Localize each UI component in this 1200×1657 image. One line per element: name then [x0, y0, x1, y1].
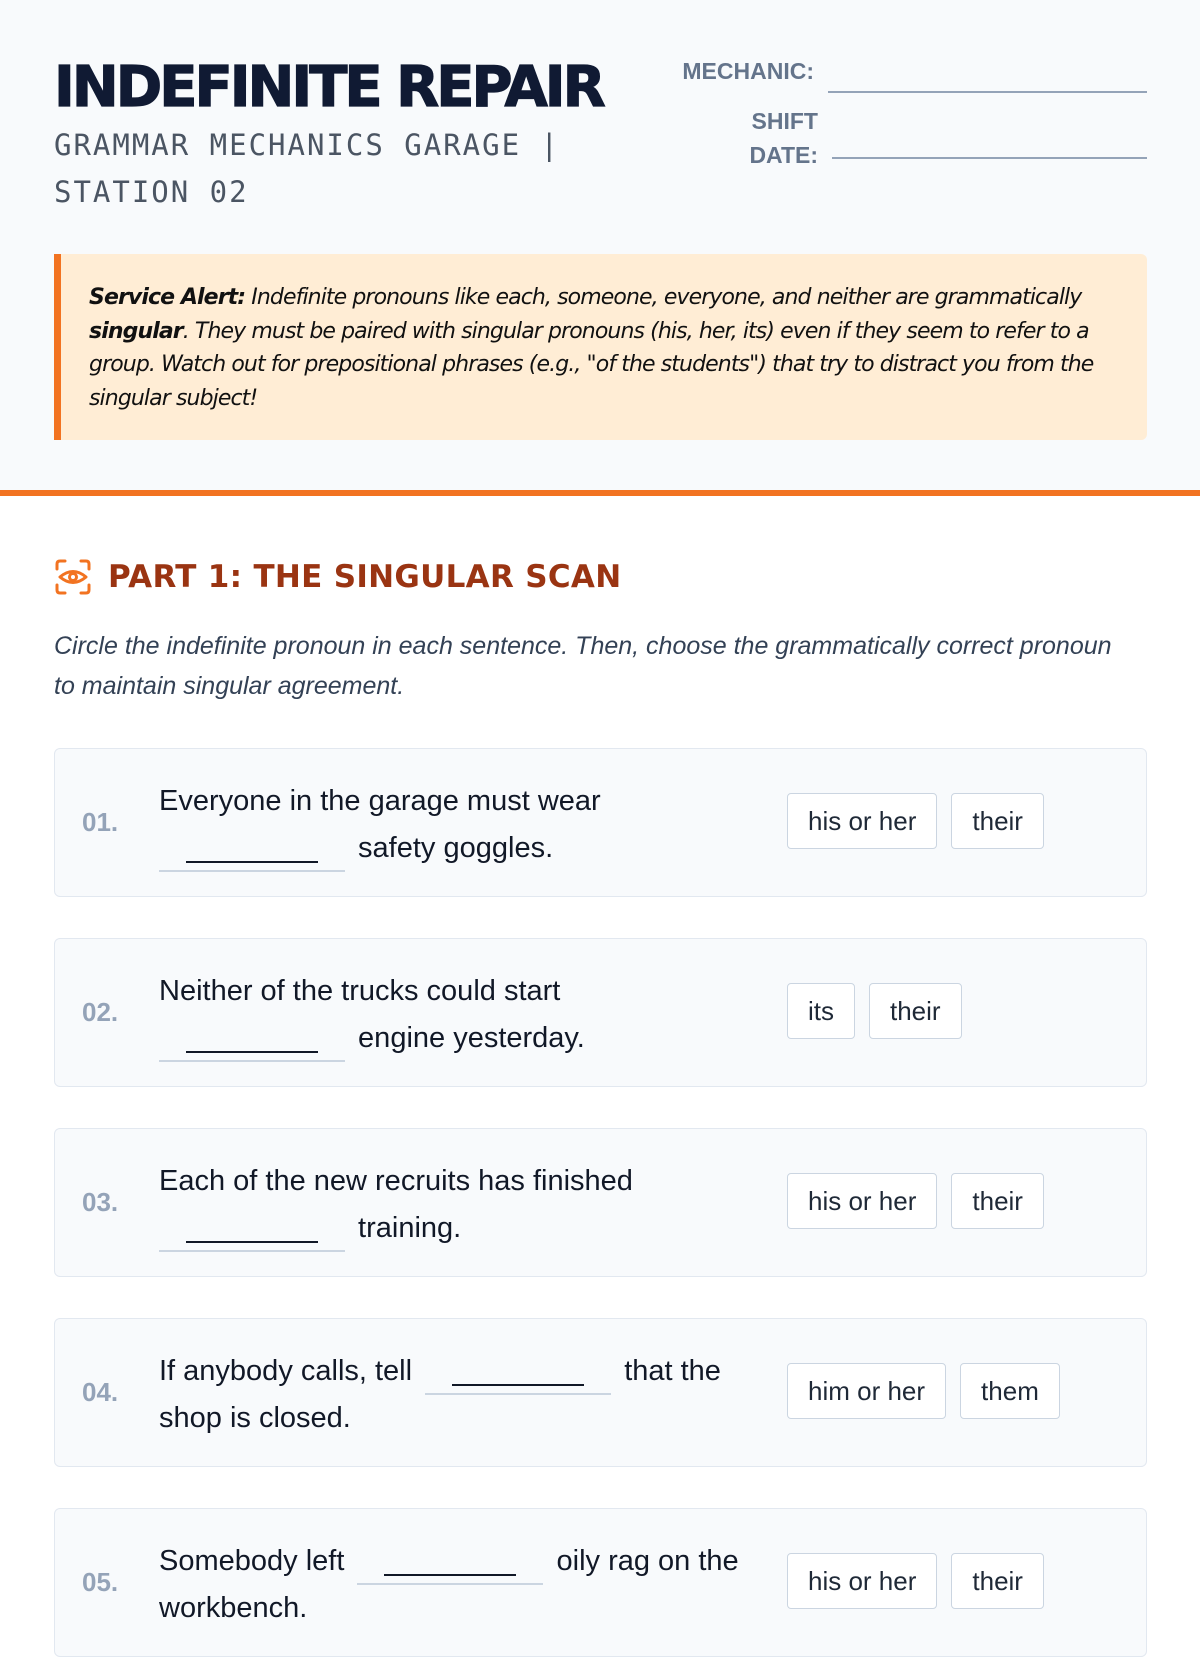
question-sentence — [159, 1348, 749, 1442]
answer-blank[interactable] — [159, 1018, 345, 1062]
choice-group — [787, 983, 962, 1039]
choice-button[interactable]: its — [787, 983, 855, 1039]
service-alert — [54, 254, 1147, 440]
page-subtitle: GRAMMAR MECHANICS GARAGE | STATION 02 — [54, 128, 560, 209]
alert-bold-word: singular — [89, 318, 183, 344]
question-card — [54, 748, 1147, 897]
choice-group — [787, 793, 1044, 849]
question-sentence — [159, 968, 749, 1062]
sentence-end: safety goggles. — [350, 832, 554, 864]
question-card — [54, 938, 1147, 1087]
alert-label: Service Alert: — [89, 285, 246, 310]
question-card — [54, 1128, 1147, 1277]
sentence-end: oily rag on the workbench. — [159, 1545, 739, 1624]
alert-text-after: . They must be paired with singular pronouns (his, her, its) even if they seem to refer to a group. Watch out for prepositional phrases (e.g., "of the students") that try to distract you from the singular subject! — [89, 318, 1094, 411]
answer-blank[interactable] — [159, 1208, 345, 1252]
choice-button[interactable]: their — [951, 1553, 1044, 1609]
question-sentence — [159, 778, 749, 872]
section-title: PART 1: THE SINGULAR SCAN — [108, 559, 622, 595]
choice-button[interactable]: his or her — [787, 1173, 937, 1229]
shift-label: SHIFT — [751, 108, 818, 134]
choice-group — [787, 1363, 1060, 1419]
mechanic-field[interactable] — [828, 91, 1147, 93]
sentence-start: Neither of the trucks could start — [159, 975, 561, 1007]
shift-date-field[interactable] — [832, 157, 1147, 159]
question-number: 03. — [82, 1187, 119, 1217]
choice-button[interactable]: their — [951, 1173, 1044, 1229]
page-title: INDEFINITE REPAIR — [54, 55, 603, 120]
choice-button[interactable]: his or her — [787, 793, 937, 849]
answer-blank[interactable] — [425, 1351, 611, 1395]
sentence-end: engine yesterday. — [350, 1022, 585, 1054]
answer-blank[interactable] — [159, 828, 345, 872]
sentence-start: Somebody left — [159, 1545, 345, 1577]
sentence-end: training. — [350, 1212, 462, 1244]
choice-group — [787, 1173, 1044, 1229]
sentence-start: Everyone in the garage must wear — [159, 785, 601, 817]
question-number: 05. — [82, 1567, 119, 1597]
question-number: 02. — [82, 997, 119, 1027]
worksheet-header — [0, 0, 1200, 496]
date-label: DATE: — [749, 142, 818, 168]
question-number: 04. — [82, 1377, 119, 1407]
choice-button[interactable]: their — [951, 793, 1044, 849]
choice-button[interactable]: them — [960, 1363, 1060, 1419]
choice-button[interactable]: his or her — [787, 1553, 937, 1609]
choice-button[interactable]: him or her — [787, 1363, 946, 1419]
alert-text-before: Indefinite pronouns like each, someone, everyone, and neither are grammatically — [245, 285, 1082, 310]
sentence-start: Each of the new recruits has finished — [159, 1165, 633, 1197]
question-card — [54, 1508, 1147, 1657]
answer-blank[interactable] — [357, 1541, 543, 1585]
choice-group — [787, 1553, 1044, 1609]
question-number: 01. — [82, 807, 119, 837]
mechanic-label: MECHANIC: — [682, 58, 814, 84]
scan-eye-icon — [54, 558, 92, 596]
sentence-start: If anybody calls, tell — [159, 1355, 413, 1387]
question-card — [54, 1318, 1147, 1467]
choice-button[interactable]: their — [869, 983, 962, 1039]
question-sentence — [159, 1158, 749, 1252]
sentence-end: that the shop is closed. — [159, 1355, 721, 1434]
question-sentence — [159, 1538, 749, 1632]
section-instructions: Circle the indefinite pronoun in each sentence. Then, choose the grammatically correct pronoun to maintain singular agreement. — [54, 632, 1112, 700]
